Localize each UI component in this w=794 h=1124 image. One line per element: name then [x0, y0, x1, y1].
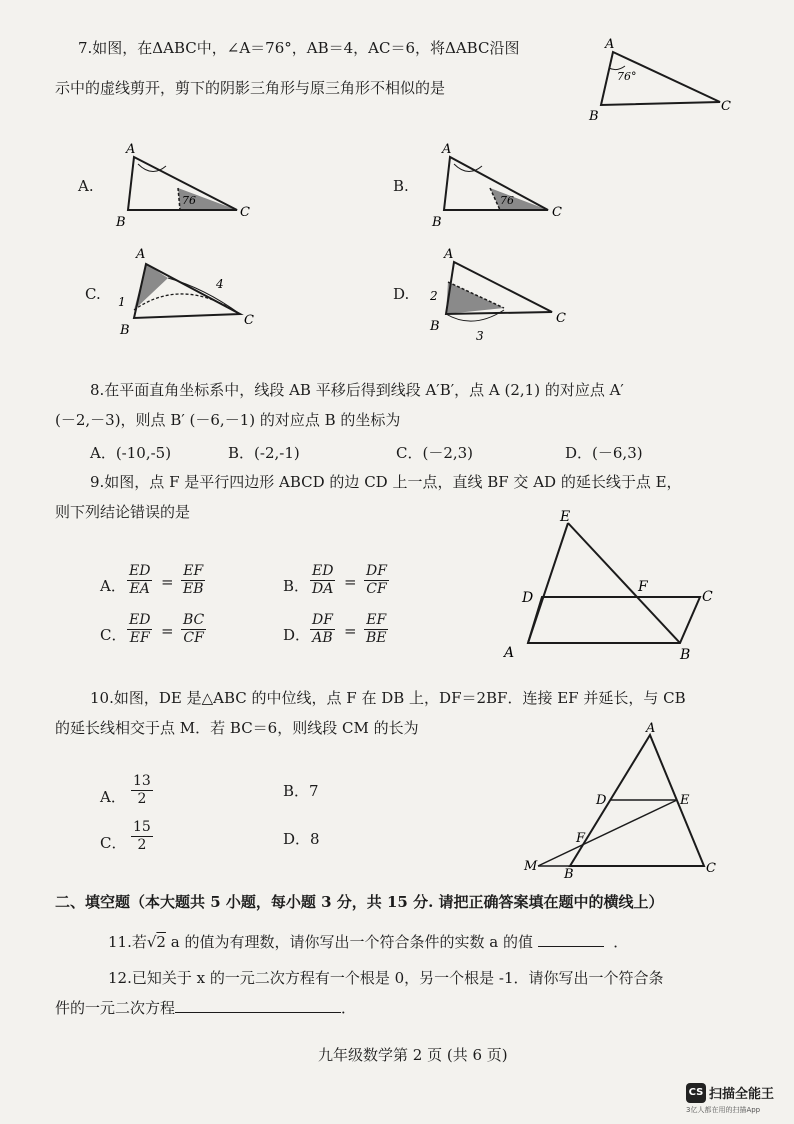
q11-end: ． [613, 933, 629, 951]
q8-option-b[interactable]: B．(-2,-1) [228, 444, 300, 462]
q8-option-a[interactable]: A．(-10,-5) [90, 444, 172, 462]
q7-fig-angle: 76° [617, 70, 637, 83]
svg-text:C: C [556, 311, 566, 326]
q7-c-len1: 1 [118, 295, 126, 309]
q7-b-angle: 76 [500, 194, 514, 207]
page-footer: 九年级数学第 2 页 (共 6 页) [318, 1046, 508, 1064]
q10-option-a[interactable]: A． [100, 788, 126, 806]
q11-prefix: 11.若 [108, 933, 147, 951]
q12-end: ． [341, 999, 357, 1017]
svg-text:B: B [430, 319, 440, 334]
q10-line2: 的延长线相交于点 M．若 BC＝6，则线段 CM 的长为 [55, 719, 419, 737]
q9-option-d[interactable]: D． [283, 626, 311, 644]
q9-option-b[interactable]: B． [283, 577, 310, 595]
svg-text:C: C [244, 313, 254, 328]
q9-line1: 9.如图，点 F 是平行四边形 ABCD 的边 CD 上一点，直线 BF 交 AD 的延长线于点 E， [90, 473, 682, 491]
svg-text:B: B [680, 647, 691, 663]
q9-b-eq: = [344, 573, 357, 591]
svg-text:C: C [721, 99, 731, 114]
q9-c-eq: = [161, 622, 174, 640]
q7-figure-b [428, 140, 588, 230]
scanner-logo [686, 1082, 774, 1115]
svg-text:D: D [596, 793, 607, 808]
svg-text:B: B [432, 215, 442, 230]
q7-option-b[interactable]: B. [393, 177, 409, 195]
svg-text:A: A [605, 37, 615, 52]
q7-d-len3: 3 [476, 329, 484, 343]
q9-c-left: $\frac{ED}{EF}$ [129, 612, 151, 646]
q10-line1: 10.如图，DE 是△ABC 的中位线，点 F 在 DB 上，DF＝2BF．连接 EF 并延长，与 CB [90, 689, 686, 707]
q9-a-right: $\frac{EF}{EB}$ [183, 563, 204, 597]
svg-text:A: A [444, 248, 454, 262]
q7-option-d[interactable]: D. [393, 285, 410, 303]
svg-text:C: C [702, 589, 713, 605]
q7-d-len2: 2 [430, 289, 438, 303]
q9-option-a[interactable]: A． [100, 577, 126, 595]
svg-text:D: D [522, 590, 534, 606]
svg-text:A: A [126, 142, 136, 157]
svg-text:C: C [706, 861, 716, 876]
q9-line2: 则下列结论错误的是 [55, 503, 191, 521]
q11-line [108, 932, 628, 952]
svg-text:C: C [240, 205, 250, 220]
q7-c-len4: 4 [216, 277, 224, 291]
q7-option-a[interactable]: A. [78, 177, 94, 195]
q9-b-left: $\frac{ED}{DA}$ [312, 563, 334, 597]
q12-answer-blank[interactable] [175, 998, 341, 1013]
q11-answer-blank[interactable] [538, 932, 604, 947]
q9-option-c[interactable]: C． [100, 626, 127, 644]
q7-line2: 示中的虚线剪开，剪下的阴影三角形与原三角形不相似的是 [55, 79, 446, 97]
q7-option-c[interactable]: C. [85, 285, 101, 303]
svg-text:E: E [680, 793, 690, 808]
q8-line1: 8.在平面直角坐标系中，线段 AB 平移后得到线段 A′B′，点 A (2,1) 的对应点 A′ [90, 381, 624, 399]
q10-c-fraction: $\frac{15}{2}$ [133, 819, 151, 853]
q10-option-b[interactable]: B．7 [283, 782, 319, 800]
q10-option-c[interactable]: C． [100, 834, 127, 852]
svg-text:C: C [552, 205, 562, 220]
svg-text:E: E [560, 509, 571, 525]
q11-rest: a 的值为有理数，请你写出一个符合条件的实数 a 的值 [170, 933, 533, 951]
q9-d-left: $\frac{DF}{AB}$ [312, 612, 333, 646]
q7-reference-triangle [585, 30, 745, 140]
q9-d-eq: = [344, 622, 357, 640]
q9-c-right: $\frac{BC}{CF}$ [183, 612, 205, 646]
scanner-tagline: 3亿人都在用的扫描App [686, 1105, 761, 1114]
q7-figure-d [428, 248, 588, 348]
q10-a-fraction: $\frac{13}{2}$ [133, 773, 151, 807]
q9-a-eq: = [161, 573, 174, 591]
svg-text:F: F [638, 579, 648, 595]
q7-a-angle: 76 [182, 194, 196, 207]
q9-b-right: $\frac{DF}{CF}$ [366, 563, 387, 597]
svg-text:B: B [589, 109, 599, 124]
svg-text:A: A [442, 142, 452, 157]
q8-option-d[interactable]: D．(－6,3) [565, 444, 643, 462]
svg-text:F: F [576, 831, 586, 846]
q7-figure-a [112, 140, 272, 230]
q12-line2-prefix: 件的一元二次方程 [55, 999, 176, 1017]
svg-text:B: B [120, 323, 130, 338]
svg-text:B: B [116, 215, 126, 230]
scanner-badge-icon: CS [686, 1083, 706, 1103]
q12-line1: 12.已知关于 x 的一元二次方程有一个根是 0，另一个根是 -1．请你写出一个符合条 [108, 969, 664, 987]
q8-option-c[interactable]: C．(－2,3) [396, 444, 474, 462]
scanner-name: 扫描全能王 [709, 1087, 775, 1102]
q8-line2: (－2,－3)，则点 B′ (－6,－1) 的对应点 B 的坐标为 [55, 411, 401, 429]
q9-d-right: $\frac{EF}{BE}$ [366, 612, 387, 646]
q7-figure-c [112, 248, 272, 348]
svg-text:A: A [504, 645, 515, 661]
q12-line2 [55, 998, 356, 1018]
q10-option-d[interactable]: D．8 [283, 830, 320, 848]
svg-text:A: A [646, 721, 656, 736]
q11-sqrt: √2 [146, 933, 166, 951]
svg-text:M: M [524, 859, 538, 874]
q7-line1: 7.如图，在ΔABC中，∠A＝76°，AB＝4，AC＝6，将ΔABC沿图 [78, 39, 520, 57]
section2-heading: 二、填空题（本大题共 5 小题，每小题 3 分，共 15 分. 请把正确答案填在题中的横线上） [55, 893, 664, 911]
q10-triangle-figure [520, 720, 720, 880]
q9-parallelogram-figure [500, 505, 730, 665]
svg-text:B: B [564, 867, 574, 880]
q9-a-left: $\frac{ED}{EA}$ [129, 563, 151, 597]
svg-text:A: A [136, 248, 146, 262]
